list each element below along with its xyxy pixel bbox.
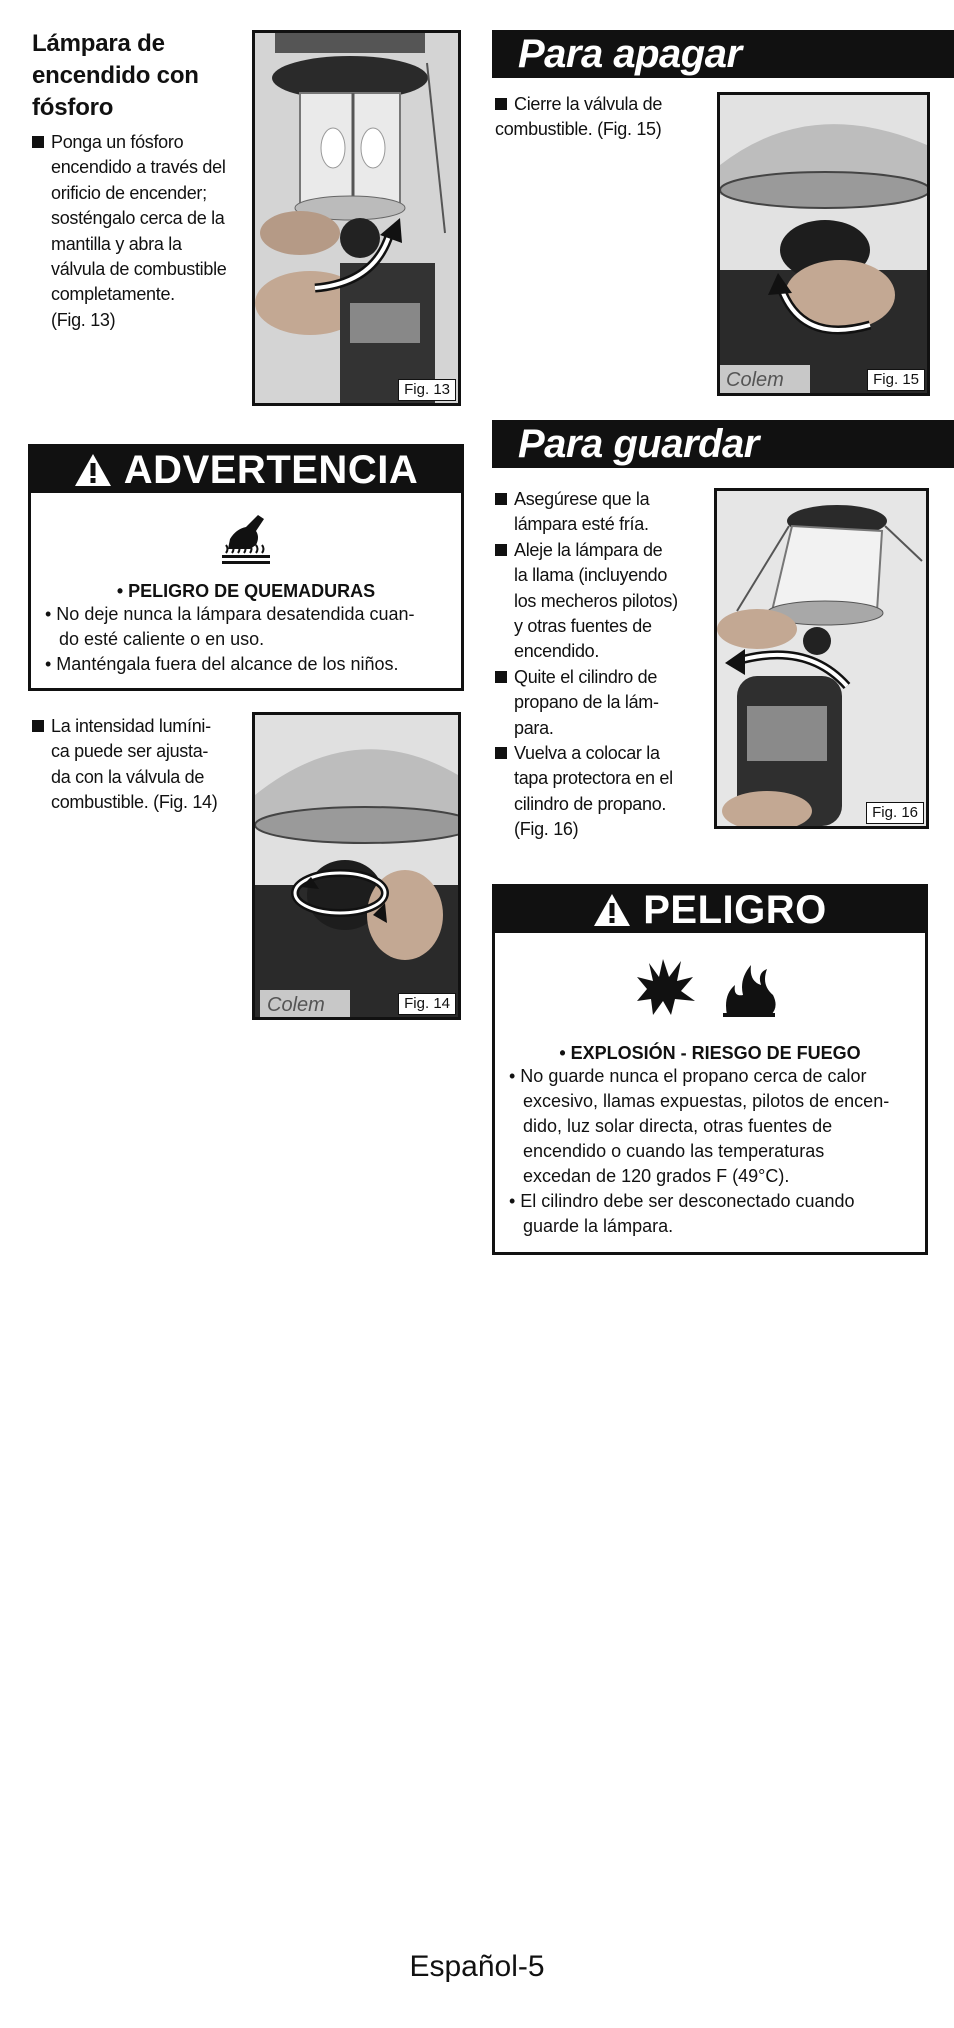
list-line: propano de la lám- [514, 692, 659, 713]
bullet-square-icon [32, 136, 44, 148]
danger-symbols [635, 955, 785, 1019]
danger-box [492, 884, 928, 1255]
body-line: sosténgalo cerca de la [51, 208, 225, 229]
list-line: lámpara esté fría. [514, 514, 649, 535]
hot-surface-icon [216, 509, 276, 569]
warning-triangle-icon [593, 893, 631, 927]
body-line: válvula de combustible [51, 259, 227, 280]
body-line: Ponga un fósforo [51, 132, 184, 152]
bullet-square-icon [495, 747, 507, 759]
body-line: mantilla y abra la [51, 233, 182, 254]
list-line: (Fig. 16) [514, 819, 579, 840]
figure-16-photo [714, 488, 929, 829]
figure-label: Fig. 15 [867, 369, 925, 391]
list-line: los mecheros pilotos) [514, 590, 678, 611]
figure-label: Fig. 14 [398, 993, 456, 1015]
title-line: fósforo [32, 94, 114, 121]
body-line: orificio de encender; [51, 182, 207, 203]
list-line: y otras fuentes de [514, 616, 652, 637]
title-line: encendido con [32, 62, 199, 89]
title-line: Lámpara de [32, 30, 165, 57]
list-item [495, 741, 710, 843]
list-line: encendido. [514, 641, 600, 662]
list-line: tapa protectora en el [514, 768, 673, 789]
list-line: para. [514, 717, 554, 738]
explosion-icon [637, 959, 695, 1015]
bullet-square-icon [495, 671, 507, 683]
svg-text:Colem: Colem [726, 369, 784, 391]
body-line: da con la válvula de [51, 766, 205, 787]
list-line: Asegúrese que la [514, 489, 650, 509]
warning-box [28, 444, 464, 691]
section-body-off [495, 92, 705, 143]
section-body-intensity [32, 714, 242, 816]
danger-line: dido, luz solar directa, otras fuentes de [523, 1116, 833, 1136]
danger-heading: • EXPLOSIÓN - RIESGO DE FUEGO [559, 1043, 861, 1063]
list-item [495, 665, 710, 741]
section-body-light [32, 130, 242, 333]
body-line: completamente. [51, 284, 175, 305]
danger-line: excedan de 120 grados F (49°C). [523, 1166, 790, 1186]
bullet-square-icon [495, 493, 507, 505]
figure-label: Fig. 16 [866, 802, 924, 824]
figure-13-photo [252, 30, 461, 406]
list-item [495, 538, 710, 665]
figure-15-photo [717, 92, 930, 396]
body-line: (Fig. 13) [51, 309, 116, 330]
fire-icon [723, 965, 776, 1017]
bullet-square-icon [32, 720, 44, 732]
body-line: encendido a través del [51, 157, 226, 178]
list-line: cilindro de propano. [514, 793, 667, 814]
danger-line: • El cilindro debe ser desconectado cuando [509, 1191, 855, 1211]
warning-line: • No deje nunca la lámpara desatendida cuan- [45, 604, 415, 624]
list-line: Quite el cilindro de [514, 666, 658, 687]
danger-header [495, 887, 925, 933]
warning-line: • Manténgala fuera del alcance de los niños. [45, 654, 399, 674]
danger-line: excesivo, llamas expuestas, pilotos de encen- [523, 1091, 890, 1111]
bullet-square-icon [495, 98, 507, 110]
list-line: la llama (incluyendo [514, 565, 668, 586]
body-line: ca puede ser ajusta- [51, 741, 209, 762]
warning-triangle-icon [74, 453, 112, 487]
list-item [495, 487, 710, 538]
bullet-square-icon [495, 544, 507, 556]
section-title-off: Para apagar [492, 30, 954, 78]
warning-heading: • PELIGRO DE QUEMADURAS [116, 581, 376, 601]
warning-line: do esté caliente o en uso. [59, 629, 265, 649]
warning-title: ADVERTENCIA [123, 447, 419, 492]
list-line: Vuelva a colocar la [514, 743, 660, 764]
figure-label: Fig. 13 [398, 379, 456, 401]
danger-line: encendido o cuando las temperaturas [523, 1141, 825, 1161]
danger-list [495, 1064, 925, 1239]
danger-title: PELIGRO [643, 887, 827, 932]
body-line: Cierre la válvula de [514, 94, 663, 114]
danger-line: guarde la lámpara. [523, 1216, 674, 1236]
page-number: Español-5 [409, 1950, 545, 1983]
body-line: La intensidad lumíni- [51, 716, 211, 736]
svg-text:Colem: Colem [267, 994, 325, 1016]
body-line: combustible. (Fig. 14) [51, 792, 218, 813]
section-title-store: Para guardar [492, 420, 954, 468]
warning-header [31, 447, 461, 493]
danger-line: • No guarde nunca el propano cerca de calor [509, 1066, 867, 1086]
figure-14-photo [252, 712, 461, 1020]
section-title-light [32, 28, 242, 124]
body-line: combustible. (Fig. 15) [495, 119, 662, 140]
warning-list [31, 602, 461, 677]
list-line: Aleje la lámpara de [514, 539, 663, 560]
section-list-store [495, 487, 710, 843]
